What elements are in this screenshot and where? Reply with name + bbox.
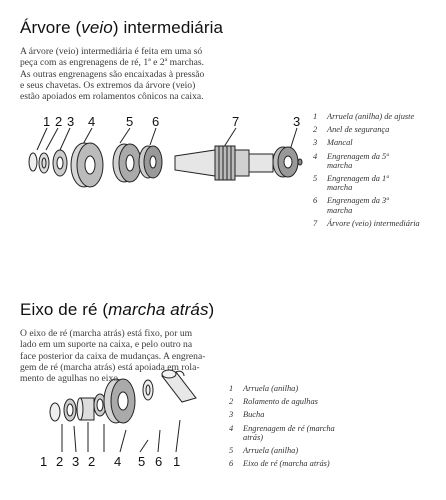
callout-number: 6 [155, 454, 163, 469]
callout-number: 1 [43, 114, 51, 129]
legend-item: 1 Arruela (anilha) de ajuste [313, 112, 415, 121]
legend-item: 6 Engrenagem da 3ª marcha [313, 196, 389, 215]
paragraph-line: e seus chavetas. Os extremos da árvore (veio) [20, 79, 196, 91]
section2-title: Eixo de ré (marcha atrás) [20, 300, 215, 319]
callout-number: 2 [56, 454, 64, 469]
paragraph-line: face posterior da caixa de mudanças. A engrena- [20, 350, 206, 362]
callout-number: 3 [72, 454, 80, 469]
legend-item: 4 Engrenagem da 5ª marcha [313, 151, 389, 170]
callout-number: 2 [88, 454, 96, 469]
legend-item: 2 Anel de segurança [313, 125, 390, 135]
callout-number: 5 [126, 114, 134, 129]
paragraph-line: peça com as engrenagens de ré, 1ª e 2ª marchas. [20, 57, 205, 69]
legend-item: 3 Bucha [229, 410, 265, 420]
legend-item: 6 Eixo de ré (marcha atrás) [229, 459, 330, 469]
legend-item: 4 Engrenagem de ré (marcha atrás) [229, 423, 335, 442]
section1-title: Árvore (veio) intermediária [20, 18, 224, 37]
callout-number: 1 [40, 454, 48, 469]
legend-item: 5 Engrenagem da 1ª marcha [313, 174, 389, 193]
legend-item: 2 Rolamento de agulhas [229, 397, 318, 407]
callout-number: 5 [138, 454, 146, 469]
paragraph-line: estão apoiados em rolamentos cônicos na caixa. [20, 91, 204, 103]
paragraph-line: lado em um suporte na caixa, e pelo outro na [20, 339, 193, 351]
callout-number: 4 [88, 114, 96, 129]
paragraph-line: A árvore (veio) intermediária é feita em uma só [20, 46, 203, 57]
callout-number: 3 [293, 114, 301, 129]
section2-legend [229, 384, 353, 472]
callout-number: 2 [55, 114, 63, 129]
legend-item: 5 Arruela (anilha) [229, 446, 299, 456]
callout-number: 6 [152, 114, 160, 129]
legend-item: 3 Mancal [313, 138, 353, 148]
callout-number: 4 [114, 454, 122, 469]
section1-legend [313, 112, 422, 232]
legend-item: 1 Arruela (anilha) [229, 384, 299, 393]
paragraph-line: mento de agulhas no eixo. [20, 373, 121, 385]
callout-number: 3 [67, 114, 75, 129]
paragraph-line: O eixo de ré (marcha atrás) está fixo, por um [20, 328, 193, 339]
legend-item: 7 Árvore (veio) intermediária [313, 218, 420, 228]
callout-number: 1 [173, 454, 181, 469]
callout-number: 7 [232, 114, 240, 129]
section2-paragraph [20, 328, 220, 384]
paragraph-line: gem de ré (marcha atrás) está apoiada em rola- [20, 361, 200, 373]
paragraph-line: As outras engrenagens são encaixadas à pressão [20, 68, 205, 80]
